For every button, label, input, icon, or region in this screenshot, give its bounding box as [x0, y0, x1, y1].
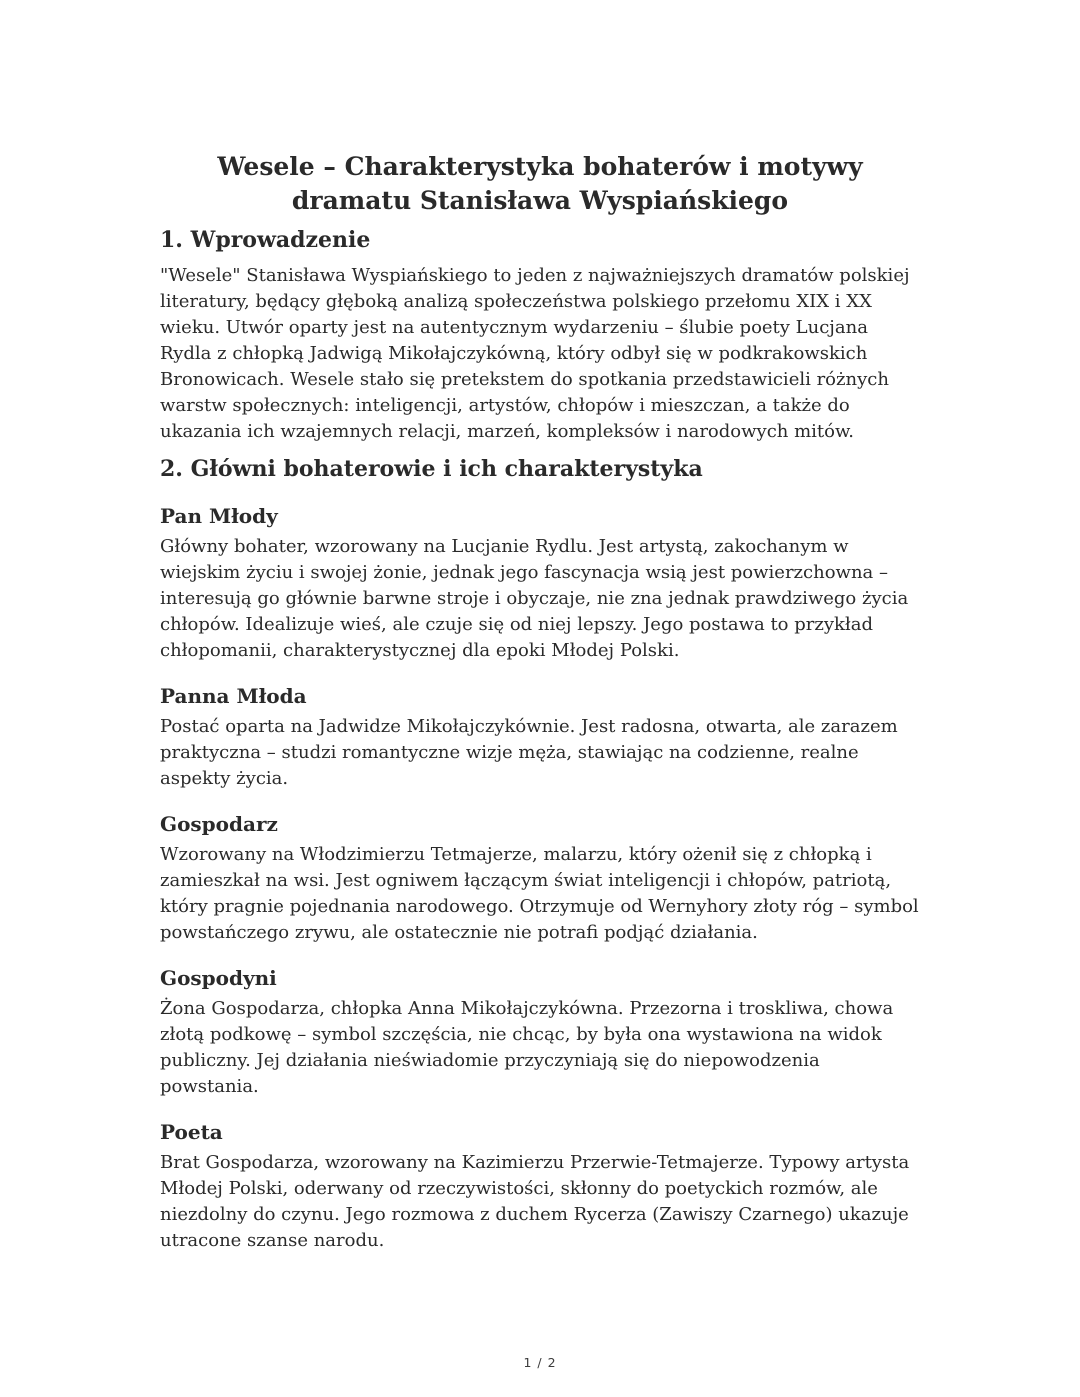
page-indicator: 1 / 2 — [523, 1355, 557, 1370]
character-name-heading: Gospodyni — [160, 966, 277, 990]
character-name-heading: Panna Młoda — [160, 684, 307, 708]
character-item-gospodyni — [160, 965, 920, 1100]
character-name-heading: Gospodarz — [160, 812, 278, 836]
section-1-heading: 1. Wprowadzenie — [160, 227, 371, 253]
character-name-heading: Pan Młody — [160, 504, 278, 528]
character-description: Główny bohater, wzorowany na Lucjanie Rydlu. Jest artystą, zakochanym w wiejskim życiu i swojej żonie, jednak jego fascynacja wsią jest powierzchowna – interesują go głównie barwne stroje i obyczaje, nie zna jednak prawdziwego życia chłopów. Idealizuje wieś, ale czuje się od niej lepszy. Jego postawa to przykład chłopomanii, charakterystycznej dla epoki Młodej Polski. — [160, 536, 909, 661]
character-description: Żona Gospodarza, chłopka Anna Mikołajczykówna. Przezorna i troskliwa, chowa złotą podkowę – symbol szczęścia, nie chcąc, by była ona wystawiona na widok publiczny. Jej działania nieświadomie przyczyniają się do niepowodzenia powstania. — [160, 998, 894, 1097]
character-item-gospodarz — [160, 811, 920, 946]
section-characters — [160, 455, 920, 1254]
character-description: Postać oparta na Jadwidze Mikołajczykównie. Jest radosna, otwarta, ale zarazem praktyczna – studzi romantyczne wizje męża, stawiając na codzienne, realne aspekty życia. — [160, 716, 898, 789]
page-footer — [0, 1352, 1080, 1371]
character-item-panna-mloda — [160, 683, 920, 792]
character-name-heading: Poeta — [160, 1120, 223, 1144]
section-1-paragraph: "Wesele" Stanisława Wyspiańskiego to jeden z najważniejszych dramatów polskiej literatury, będący głęboką analizą społeczeństwa polskiego przełomu XIX i XX wieku. Utwór oparty jest na autentycznym wydarzeniu – ślubie poety Lucjana Rydla z chłopką Jadwigą Mikołajczykówną, który odbył się w podkrakowskich Bronowicach. Wesele stało się pretekstem do spotkania przedstawicieli różnych warstw społecznych: inteligencji, artystów, chłopów i mieszczan, a także do ukazania ich wzajemnych relacji, marzeń, kompleksów i narodowych mitów. — [160, 265, 910, 442]
section-2-heading: 2. Główni bohaterowie i ich charakterystyka — [160, 456, 703, 482]
character-item-poeta — [160, 1119, 920, 1254]
character-description: Brat Gospodarza, wzorowany na Kazimierzu Przerwie-Tetmajerze. Typowy artysta Młodej Polski, oderwany od rzeczywistości, skłonny do poetyckich rozmów, ale niezdolny do czynu. Jego rozmowa z duchem Rycerza (Zawiszy Czarnego) ukazuje utracone szanse narodu. — [160, 1152, 910, 1251]
character-description: Wzorowany na Włodzimierzu Tetmajerze, malarzu, który ożenił się z chłopką i zamieszkał na wsi. Jest ogniwem łączącym świat inteligencji i chłopów, patriotą, który pragnie pojednania narodowego. Otrzymuje od Wernyhory złoty róg – symbol powstańczego zrywu, ale ostatecznie nie potrafi podjąć działania. — [160, 844, 919, 943]
document-title: Wesele – Charakterystyka bohaterów i motywy dramatu Stanisława Wyspiańskiego — [217, 152, 863, 215]
section-introduction — [160, 226, 920, 445]
character-item-pan-mlody — [160, 503, 920, 664]
